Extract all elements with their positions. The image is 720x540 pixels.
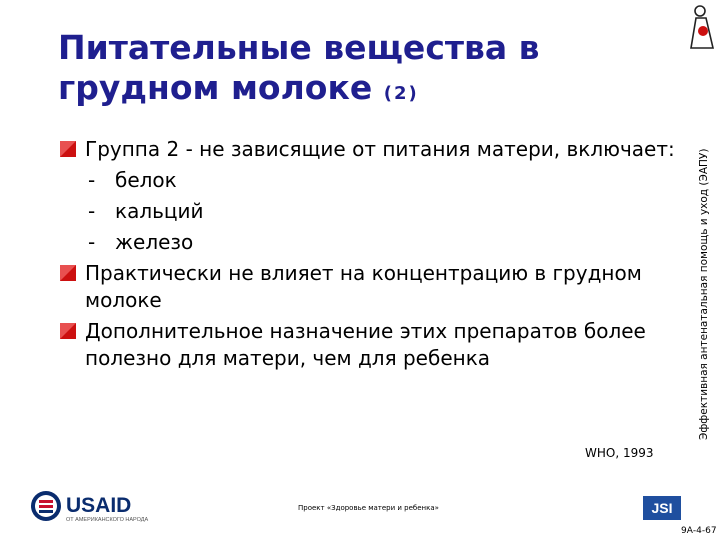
usaid-tagline: ОТ АМЕРИКАНСКОГО НАРОДА [66,517,149,523]
source-citation: WHO, 1993 [585,446,654,460]
bullet-text: Группа 2 - не зависящие от питания матери, включает: [85,137,675,161]
title-main: Питательные вещества в грудном молоке [58,28,540,107]
sub-item-text: железо [115,230,194,254]
bullet-text: Дополнительное назначение этих препаратов более полезно для матери, чем для ребенка [85,319,646,370]
project-footer: Проект «Здоровье матери и ребенка» [298,504,439,512]
sub-item-iron [58,229,688,256]
usaid-name: USAID [66,494,132,517]
sub-item-calcium [58,198,688,225]
bullet-icon [60,265,76,281]
bullet-list [58,136,688,372]
dash-marker: - [88,168,96,192]
bullet-item-3 [58,318,688,372]
sub-item-text: кальций [115,199,204,223]
jsi-logo [643,496,681,520]
dash-marker: - [88,199,96,223]
jsi-label: JSI [651,500,673,516]
usaid-logo [30,490,160,524]
title-suffix: (2) [383,83,419,104]
slide-code: 9А-4-67 [681,526,717,536]
bullet-item-2 [58,260,688,314]
bullet-text: Практически не влияет на концентрацию в грудном молоке [85,261,642,312]
side-vertical-text: Эффективная антенатальная помощь и уход (ЭАПУ) [698,148,710,440]
page-title [58,28,698,114]
bullet-item-1 [58,136,688,163]
dash-marker: - [88,230,96,254]
sub-item-protein [58,167,688,194]
bullet-icon [60,141,76,157]
sub-item-text: белок [115,168,177,192]
bullet-icon [60,323,76,339]
